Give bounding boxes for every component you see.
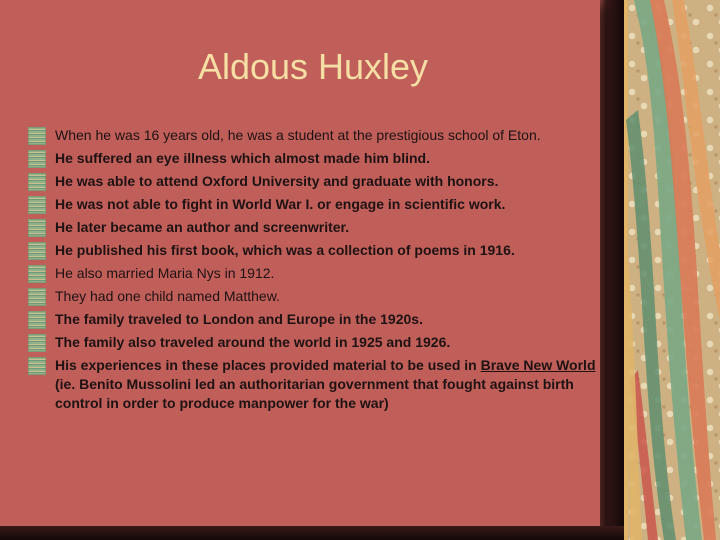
bullet-item (28, 264, 598, 283)
striped-square-bullet-icon (28, 127, 46, 145)
decorative-side-panel (624, 0, 720, 540)
bullet-text: He suffered an eye illness which almost made him blind. (55, 150, 430, 166)
bullet-text: When he was 16 years old, he was a student at the prestigious school of Eton. (55, 127, 541, 143)
striped-square-bullet-icon (28, 288, 46, 306)
striped-square-bullet-icon (28, 219, 46, 237)
bullet-text: The family also traveled around the world in 1925 and 1926. (55, 334, 451, 350)
striped-square-bullet-icon (28, 265, 46, 283)
bullet-text: He was able to attend Oxford University and graduate with honors. (55, 173, 499, 189)
striped-square-bullet-icon (28, 150, 46, 168)
striped-square-bullet-icon (28, 357, 46, 375)
bottom-shadow (0, 526, 624, 540)
bullet-text-before-link: His experiences in these places provided material to be used in (55, 357, 481, 373)
bullet-item (28, 241, 598, 260)
bullet-list (28, 126, 598, 417)
brave-new-world-link[interactable]: Brave New World (480, 357, 596, 373)
striped-square-bullet-icon (28, 334, 46, 352)
bullet-text: He published his first book, which was a collection of poems in 1916. (55, 242, 515, 258)
decorative-ribbons (624, 0, 720, 540)
bullet-item (28, 195, 598, 214)
bullet-item (28, 218, 598, 237)
bullet-item (28, 149, 598, 168)
bullet-text: He was not able to fight in World War I. or engage in scientific work. (55, 196, 506, 212)
striped-square-bullet-icon (28, 196, 46, 214)
bullet-text-after-link: (ie. Benito Mussolini led an authoritarian government that fought against birth control in order to produce manpower for the war) (55, 376, 574, 411)
bullet-item (28, 333, 598, 352)
bullet-item (28, 172, 598, 191)
bullet-text: The family traveled to London and Europe in the 1920s. (55, 311, 423, 327)
bullet-text: They had one child named Matthew. (55, 288, 280, 304)
striped-square-bullet-icon (28, 173, 46, 191)
slide-title: Aldous Huxley (197, 46, 429, 87)
bullet-item (28, 287, 598, 306)
bullet-text: He later became an author and screenwriter. (55, 219, 350, 235)
bullet-text: He also married Maria Nys in 1912. (55, 265, 275, 281)
bullet-item-last (28, 356, 598, 413)
striped-square-bullet-icon (28, 311, 46, 329)
bullet-item (28, 310, 598, 329)
striped-square-bullet-icon (28, 242, 46, 260)
bullet-item (28, 126, 598, 145)
